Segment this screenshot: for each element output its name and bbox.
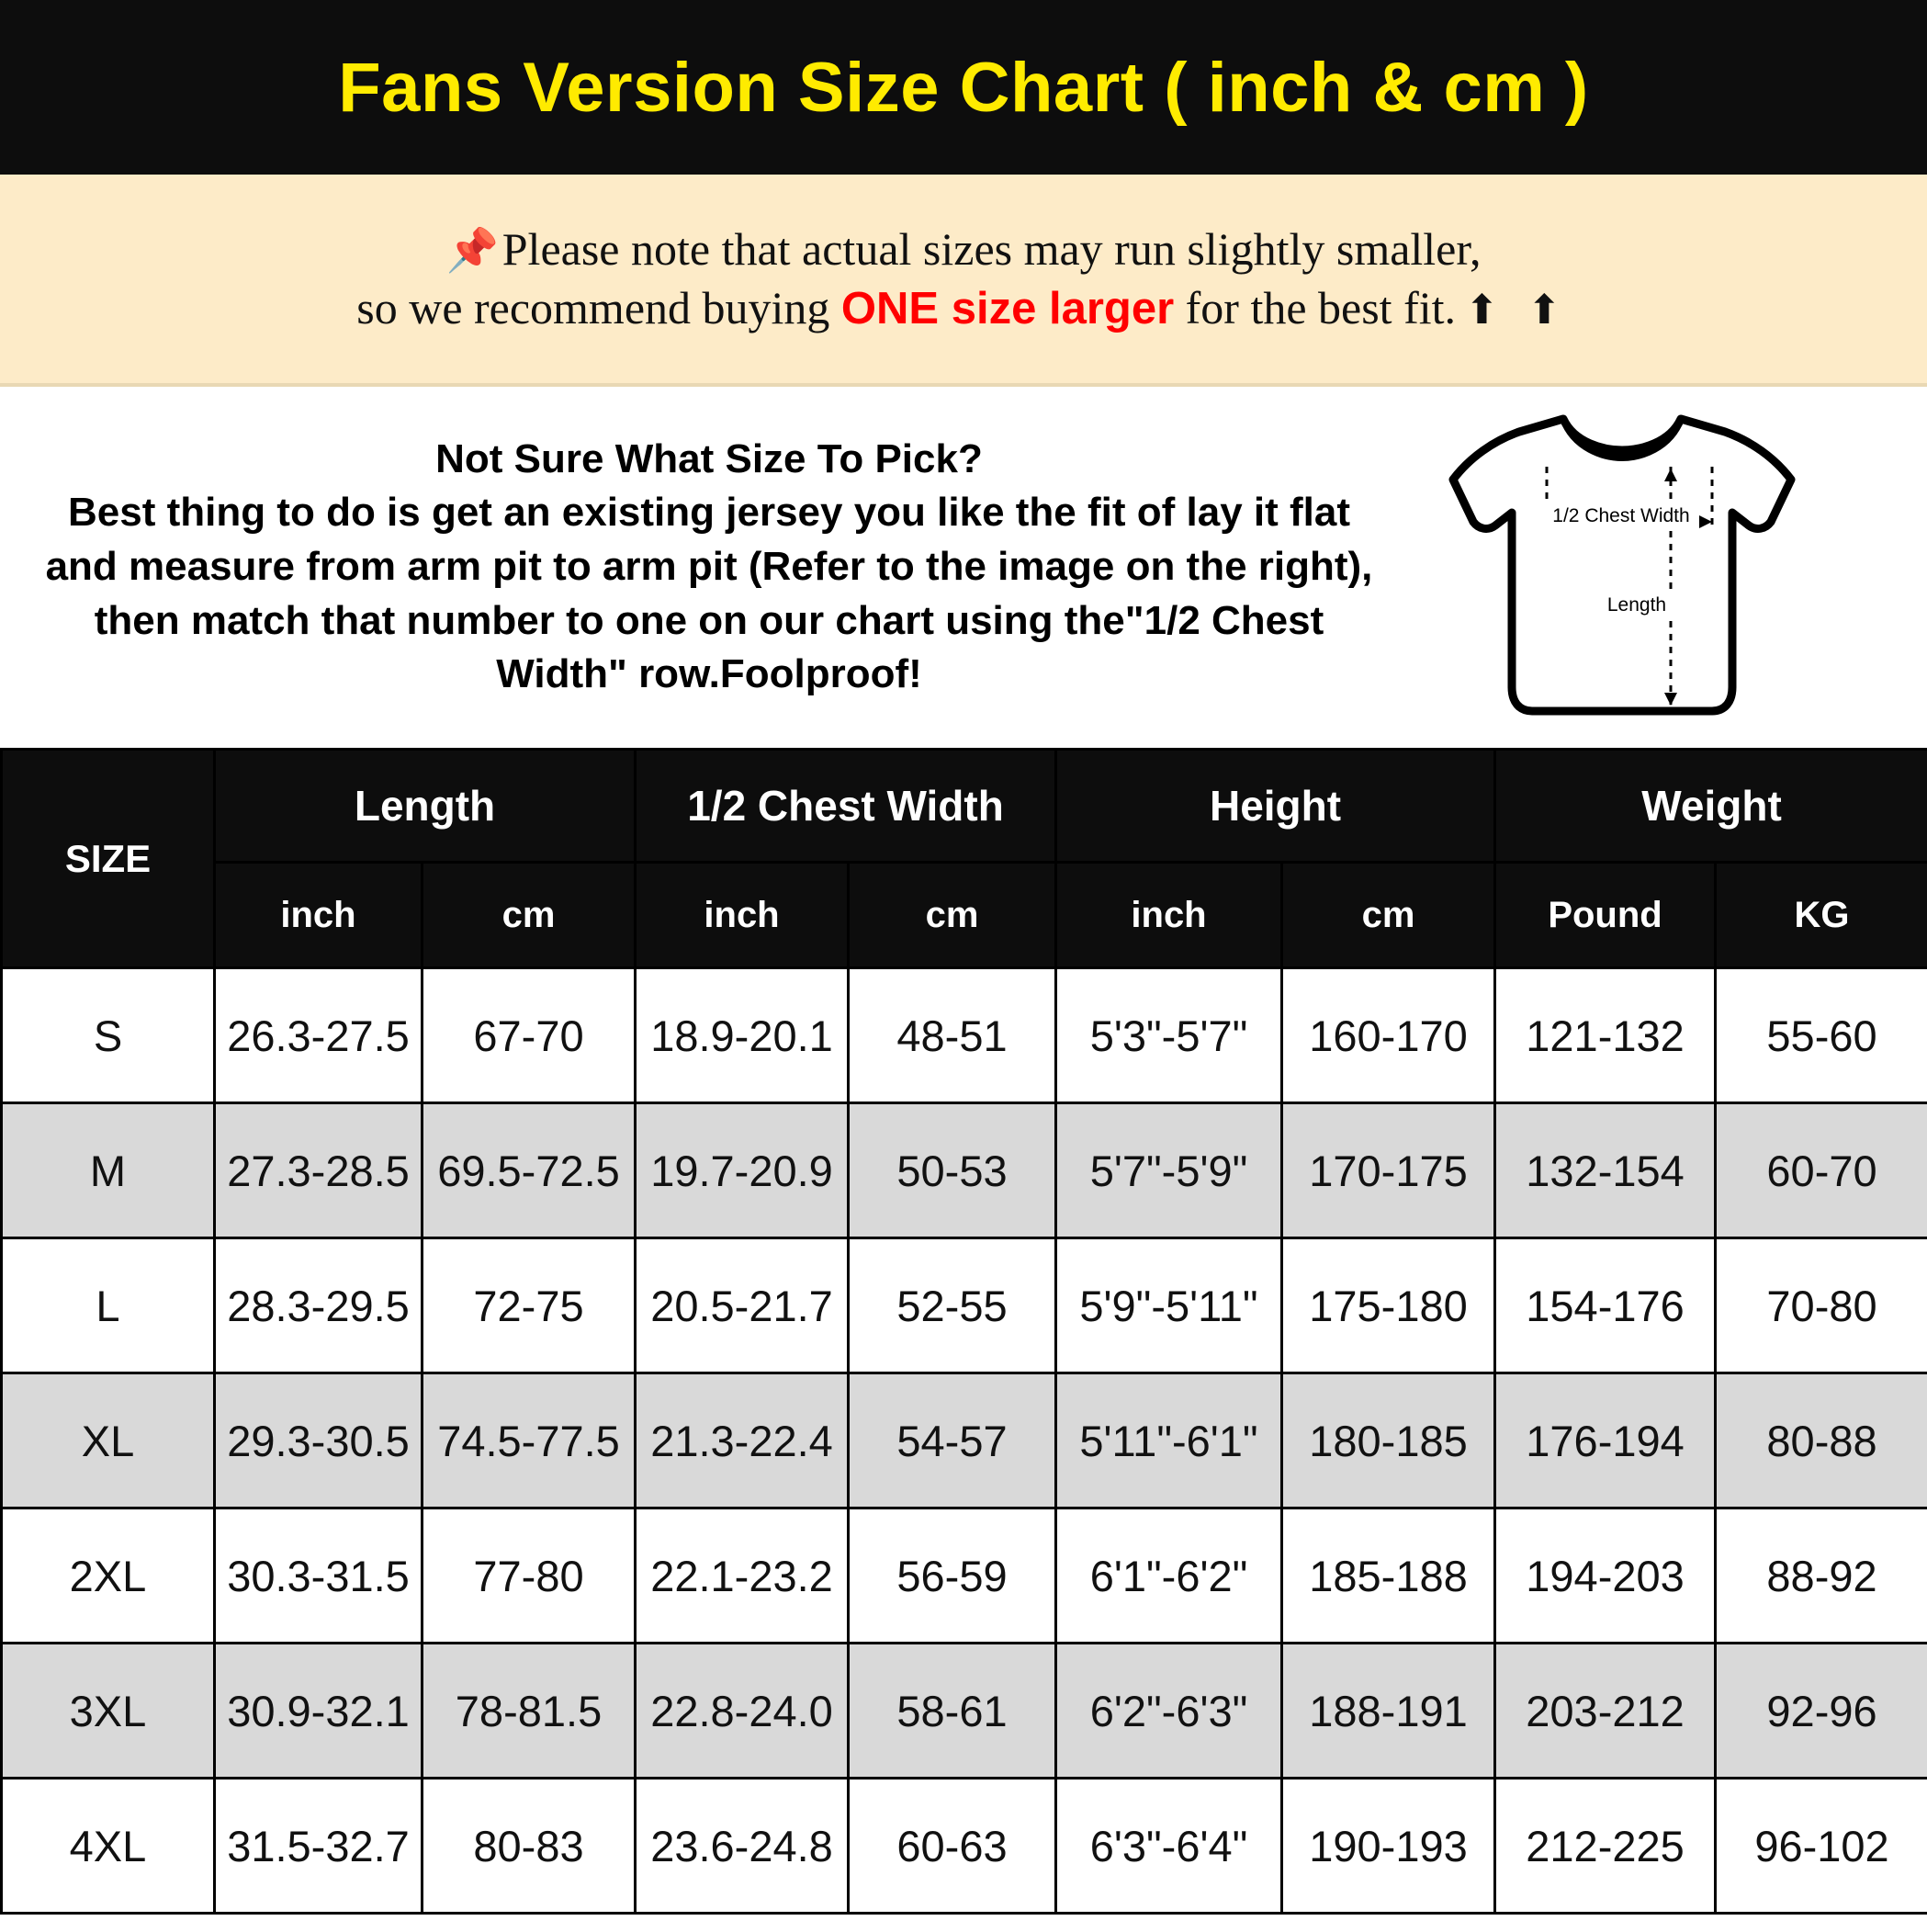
size-chart-table: [0, 748, 1927, 1915]
note-line-2-suffix: for the best fit.: [1174, 282, 1457, 334]
note-emphasis: ONE size larger: [840, 284, 1175, 334]
table-row: [2, 1238, 1927, 1373]
cell-chest-cm: 48-51: [849, 968, 1056, 1103]
cell-length-inch: 27.3-28.5: [215, 1103, 423, 1238]
up-arrows-icon: ⬆ ⬆: [1465, 288, 1571, 333]
table-row: [2, 968, 1927, 1103]
cell-height-cm: 180-185: [1282, 1373, 1495, 1508]
cell-weight-pound: 176-194: [1495, 1373, 1716, 1508]
cell-height-inch: 5'3"-5'7": [1056, 968, 1282, 1103]
cell-chest-cm: 52-55: [849, 1238, 1056, 1373]
cell-size: M: [2, 1103, 215, 1238]
header-group-height: Height: [1056, 750, 1495, 863]
note-line-2-prefix: so we recommend buying: [356, 282, 841, 334]
cell-chest-cm: 58-61: [849, 1644, 1056, 1779]
cell-size: L: [2, 1238, 215, 1373]
cell-length-inch: 28.3-29.5: [215, 1238, 423, 1373]
cell-weight-kg: 88-92: [1716, 1508, 1927, 1644]
cell-chest-inch: 21.3-22.4: [636, 1373, 849, 1508]
help-line-1: Best thing to do is get an existing jersey you like the fit of lay it flat: [67, 489, 1350, 535]
cell-height-inch: 5'9"-5'11": [1056, 1238, 1282, 1373]
note-line-2: [356, 278, 1571, 338]
cell-height-inch: 6'2"-6'3": [1056, 1644, 1282, 1779]
cell-length-inch: 31.5-32.7: [215, 1779, 423, 1914]
cell-length-inch: 30.3-31.5: [215, 1508, 423, 1644]
cell-weight-kg: 80-88: [1716, 1373, 1927, 1508]
table-row: [2, 1779, 1927, 1914]
cell-height-cm: 188-191: [1282, 1644, 1495, 1779]
cell-chest-cm: 54-57: [849, 1373, 1056, 1508]
cell-height-cm: 175-180: [1282, 1238, 1495, 1373]
table-header-group-row: [2, 750, 1927, 863]
cell-chest-cm: 56-59: [849, 1508, 1056, 1644]
pushpin-icon: 📌: [445, 227, 499, 275]
cell-size: XL: [2, 1373, 215, 1508]
cell-length-cm: 80-83: [423, 1779, 636, 1914]
cell-height-inch: 5'11"-6'1": [1056, 1373, 1282, 1508]
cell-weight-kg: 96-102: [1716, 1779, 1927, 1914]
header-unit-height-cm: cm: [1282, 863, 1495, 968]
cell-length-cm: 72-75: [423, 1238, 636, 1373]
header-unit-length-inch: inch: [215, 863, 423, 968]
tshirt-measurement-diagram: [1409, 412, 1804, 724]
help-line-4: Width" row.Foolproof!: [496, 651, 922, 697]
cell-length-inch: 29.3-30.5: [215, 1373, 423, 1508]
table-row: [2, 1508, 1927, 1644]
help-heading: Not Sure What Size To Pick?: [435, 435, 983, 481]
cell-height-inch: 5'7"-5'9": [1056, 1103, 1282, 1238]
cell-height-cm: 190-193: [1282, 1779, 1495, 1914]
header-group-length: Length: [215, 750, 636, 863]
sizing-help-section: [0, 387, 1927, 748]
cell-weight-pound: 154-176: [1495, 1238, 1716, 1373]
table-row: [2, 1644, 1927, 1779]
table-body: [2, 968, 1927, 1914]
cell-length-inch: 26.3-27.5: [215, 968, 423, 1103]
cell-chest-inch: 18.9-20.1: [636, 968, 849, 1103]
cell-height-cm: 170-175: [1282, 1103, 1495, 1238]
cell-size: 2XL: [2, 1508, 215, 1644]
table-header-unit-row: [2, 863, 1927, 968]
cell-weight-pound: 121-132: [1495, 968, 1716, 1103]
cell-weight-pound: 212-225: [1495, 1779, 1716, 1914]
header-unit-length-cm: cm: [423, 863, 636, 968]
cell-weight-kg: 60-70: [1716, 1103, 1927, 1238]
cell-length-inch: 30.9-32.1: [215, 1644, 423, 1779]
cell-length-cm: 69.5-72.5: [423, 1103, 636, 1238]
cell-length-cm: 78-81.5: [423, 1644, 636, 1779]
note-banner: [0, 175, 1927, 387]
header-group-chest-width: 1/2 Chest Width: [636, 750, 1056, 863]
note-line-1: [445, 220, 1481, 278]
table-header: [2, 750, 1927, 968]
note-line-1-text: Please note that actual sizes may run slightly smaller,: [501, 223, 1482, 276]
header-unit-chest-inch: inch: [636, 863, 849, 968]
cell-chest-inch: 22.8-24.0: [636, 1644, 849, 1779]
cell-chest-inch: 23.6-24.8: [636, 1779, 849, 1914]
help-line-2: and measure from arm pit to arm pit (Refer to the image on the right),: [45, 543, 1373, 589]
chart-title-bar: [0, 0, 1927, 175]
table-row: [2, 1103, 1927, 1238]
length-label: Length: [1606, 593, 1667, 616]
cell-height-cm: 160-170: [1282, 968, 1495, 1103]
cell-weight-pound: 194-203: [1495, 1508, 1716, 1644]
sizing-help-text: [0, 433, 1409, 703]
cell-size: S: [2, 968, 215, 1103]
cell-weight-pound: 132-154: [1495, 1103, 1716, 1238]
cell-length-cm: 74.5-77.5: [423, 1373, 636, 1508]
table-row: [2, 1373, 1927, 1508]
cell-chest-cm: 50-53: [849, 1103, 1056, 1238]
cell-weight-kg: 55-60: [1716, 968, 1927, 1103]
cell-size: 4XL: [2, 1779, 215, 1914]
cell-height-cm: 185-188: [1282, 1508, 1495, 1644]
cell-weight-pound: 203-212: [1495, 1644, 1716, 1779]
cell-length-cm: 67-70: [423, 968, 636, 1103]
header-unit-weight-pound: Pound: [1495, 863, 1716, 968]
cell-length-cm: 77-80: [423, 1508, 636, 1644]
cell-weight-kg: 92-96: [1716, 1644, 1927, 1779]
chest-width-label: 1/2 Chest Width: [1552, 504, 1690, 526]
cell-weight-kg: 70-80: [1716, 1238, 1927, 1373]
header-group-weight: Weight: [1495, 750, 1927, 863]
cell-chest-inch: 20.5-21.7: [636, 1238, 849, 1373]
header-unit-height-inch: inch: [1056, 863, 1282, 968]
header-unit-weight-kg: KG: [1716, 863, 1927, 968]
cell-chest-inch: 22.1-23.2: [636, 1508, 849, 1644]
cell-height-inch: 6'1"-6'2": [1056, 1508, 1282, 1644]
page-title: Fans Version Size Chart ( inch & cm ): [338, 48, 1589, 127]
header-size: SIZE: [2, 750, 215, 968]
cell-chest-cm: 60-63: [849, 1779, 1056, 1914]
cell-size: 3XL: [2, 1644, 215, 1779]
cell-chest-inch: 19.7-20.9: [636, 1103, 849, 1238]
header-unit-chest-cm: cm: [849, 863, 1056, 968]
help-line-3: then match that number to one on our chart using the"1/2 Chest: [94, 597, 1324, 643]
cell-height-inch: 6'3"-6'4": [1056, 1779, 1282, 1914]
